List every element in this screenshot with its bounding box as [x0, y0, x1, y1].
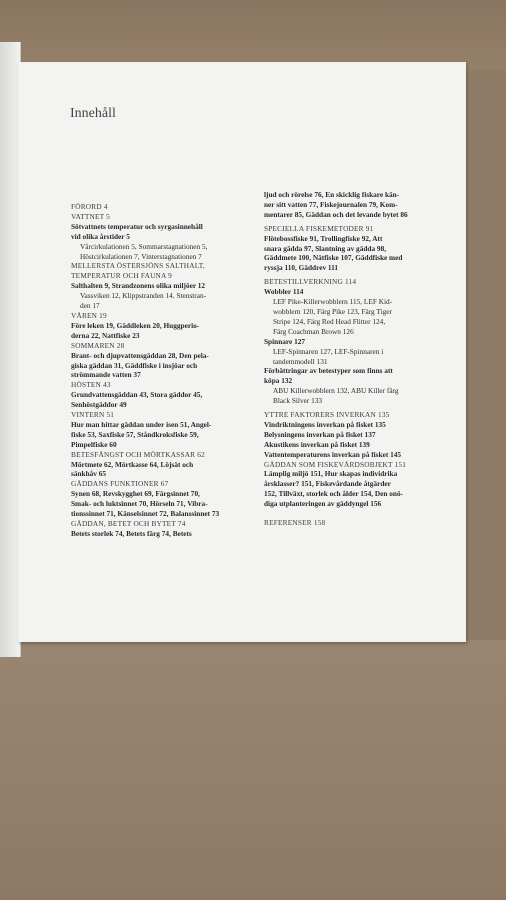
page-title: Innehåll: [70, 106, 116, 121]
toc-entry: LEF-Spinnaren 127, LEF-Spinnaren i: [273, 346, 384, 356]
toc-section-heading: MELLERSTA ÖSTERSJÖNS SALTHALT,: [71, 261, 205, 271]
spacer: [264, 509, 459, 518]
toc-entry: snara gädda 97, Slantning av gädda 98,: [264, 243, 387, 253]
toc-section-heading: GÄDDAN, BETET OCH BYTET 74: [71, 519, 186, 528]
toc-entry: Salthalten 9, Strandzonens olika miljöer 12: [71, 281, 206, 291]
toc-entry: Akustikens inverkan på fisket 139: [264, 439, 370, 449]
toc-entry: LEF Pike-Killerwobblern 115, LEF Kid-: [273, 297, 393, 307]
toc-entry: ABU Killerwobblern 132, ABU Killer färg: [273, 386, 399, 396]
toc-entry: Grundvattensgäddan 43, Stora gäddor 45,: [71, 390, 203, 400]
toc-section-heading: TEMPERATUR OCH FAUNA 9: [71, 271, 172, 281]
toc-section-heading: SOMMAREN 28: [71, 340, 125, 350]
toc-entry: Senhöstgäddor 49: [71, 400, 127, 410]
toc-entry: Vattentemperaturens inverkan på fisket 145: [264, 449, 402, 459]
toc-entry: tandemmodell 131: [273, 356, 328, 366]
toc-entry: derna 22, Nattfiske 23: [71, 330, 140, 340]
toc-entry: Smak- och luktsinnet 70, Hörseln 71, Vibra-: [71, 499, 208, 509]
toc-section-heading: HÖSTEN 43: [71, 380, 111, 390]
toc-section-heading: VINTERN 51: [71, 410, 115, 420]
toc-entry: Före leken 19, Gäddleken 20, Huggperio-: [71, 320, 200, 330]
toc-entry: diga utplanteringen av gäddyngel 156: [264, 499, 382, 509]
toc-entry: Vindriktningens inverkan på fisket 135: [264, 419, 386, 429]
toc-entry: Brant- och djupvattensgäddan 28, Den pela-: [71, 350, 209, 360]
toc-entry: Spinnare 127: [264, 336, 306, 346]
toc-entry: Flötebossfiske 91, Trollingfiske 92, Att: [264, 233, 383, 243]
toc-section-heading: BETESFÅNGST OCH MÖRTKASSAR 62: [71, 449, 205, 459]
toc-entry: ner sitt vatten 77, Fiskejournalen 79, Kom-: [264, 199, 398, 209]
toc-entry: Sötvattnets temperatur och syrgasinnehåll: [71, 221, 203, 231]
toc-entry: Vassviken 12, Klippstranden 14, Stenstran-: [80, 291, 207, 301]
toc-entry: Vårcirkulationen 5, Sommarstagnationen 5,: [80, 241, 208, 251]
toc-entry: vid olika årstider 5: [71, 231, 130, 241]
toc-section-heading: GÄDDANS FUNKTIONER 67: [71, 479, 169, 489]
toc-entry: Förbättringar av betestyper som finns att: [264, 366, 393, 376]
toc-entry: Synen 68, Revskygghet 69, Färgsinnet 70,: [71, 489, 200, 499]
toc-entry: Färg Coachman Brown 126: [273, 326, 354, 336]
toc-entry: köpa 132: [264, 376, 293, 386]
toc-entry: Gäddmete 100, Nätfiske 107, Gäddfiske med: [264, 253, 403, 263]
background-top: [0, 0, 506, 70]
toc-entry: Black Silver 133: [273, 396, 323, 406]
toc-entry: Belysningens inverkan på fisket 137: [264, 429, 376, 439]
toc-right-column: [264, 190, 459, 528]
toc-entry: ryssja 110, Gäddrev 111: [264, 263, 339, 273]
toc-section-heading: VÅREN 19: [71, 310, 107, 320]
toc-section-heading: FÖRORD 4: [71, 202, 108, 211]
toc-section-heading: BETESTILLVERKNING 114: [264, 277, 357, 287]
toc-entry: sänkhåv 65: [71, 469, 107, 479]
toc-section-heading: GÄDDAN SOM FISKEVÅRDSOBJEKT 151: [264, 459, 407, 469]
toc-entry: wobblern 120, Färg Pike 123, Färg Tiger: [273, 306, 392, 316]
toc-entry: Betets storlek 74, Betets färg 74, Betets: [71, 528, 192, 538]
toc-left-column: [71, 202, 269, 539]
background-bottom: [0, 640, 506, 900]
toc-entry: tionssinnet 71, Känselsinnet 72, Balanssinnet 73: [71, 509, 220, 519]
toc-entry: Lämplig miljö 151, Hur skapas individrika: [264, 469, 398, 479]
toc-entry: ljud och rörelse 76, En skicklig fiskare kän-: [264, 190, 400, 199]
toc-entry: Hur man hittar gäddan under isen 51, Angel-: [71, 419, 212, 429]
toc-entry: fiske 53, Saxfiske 57, Ståndkroksfiske 59,: [71, 429, 199, 439]
toc-entry: 152, Tillväxt, storlek och ålder 154, Den onö-: [264, 489, 404, 499]
toc-entry: Pimpelfiske 60: [71, 439, 117, 449]
toc-section-heading: REFERENSER 158: [264, 518, 326, 528]
toc-entry: giska gäddan 31, Gäddfiske i insjöar och: [71, 360, 198, 370]
toc-entry: årsklasser? 151, Fiskevårdande åtgärder: [264, 479, 391, 489]
toc-entry: Höstcirkulationen 7, Vinterstagnationen 7: [80, 251, 202, 261]
toc-entry: strömmande vatten 37: [71, 370, 141, 380]
book-page: [18, 62, 466, 642]
toc-section-heading: SPECIELLA FISKEMETODER 91: [264, 223, 374, 233]
toc-entry: den 17: [80, 301, 100, 311]
toc-section-heading: YTTRE FAKTORERS INVERKAN 135: [264, 410, 390, 420]
toc-entry: Mörtmete 62, Mörtkasse 64, Löjsät och: [71, 459, 194, 469]
toc-entry: Wobbler 114: [264, 287, 304, 297]
toc-section-heading: VATTNET 5: [71, 211, 111, 221]
toc-entry: Stripe 124, Färg Red Head Flitter 124,: [273, 316, 386, 326]
toc-entry: mentarer 85, Gäddan och det levande bytet 86: [264, 209, 408, 219]
